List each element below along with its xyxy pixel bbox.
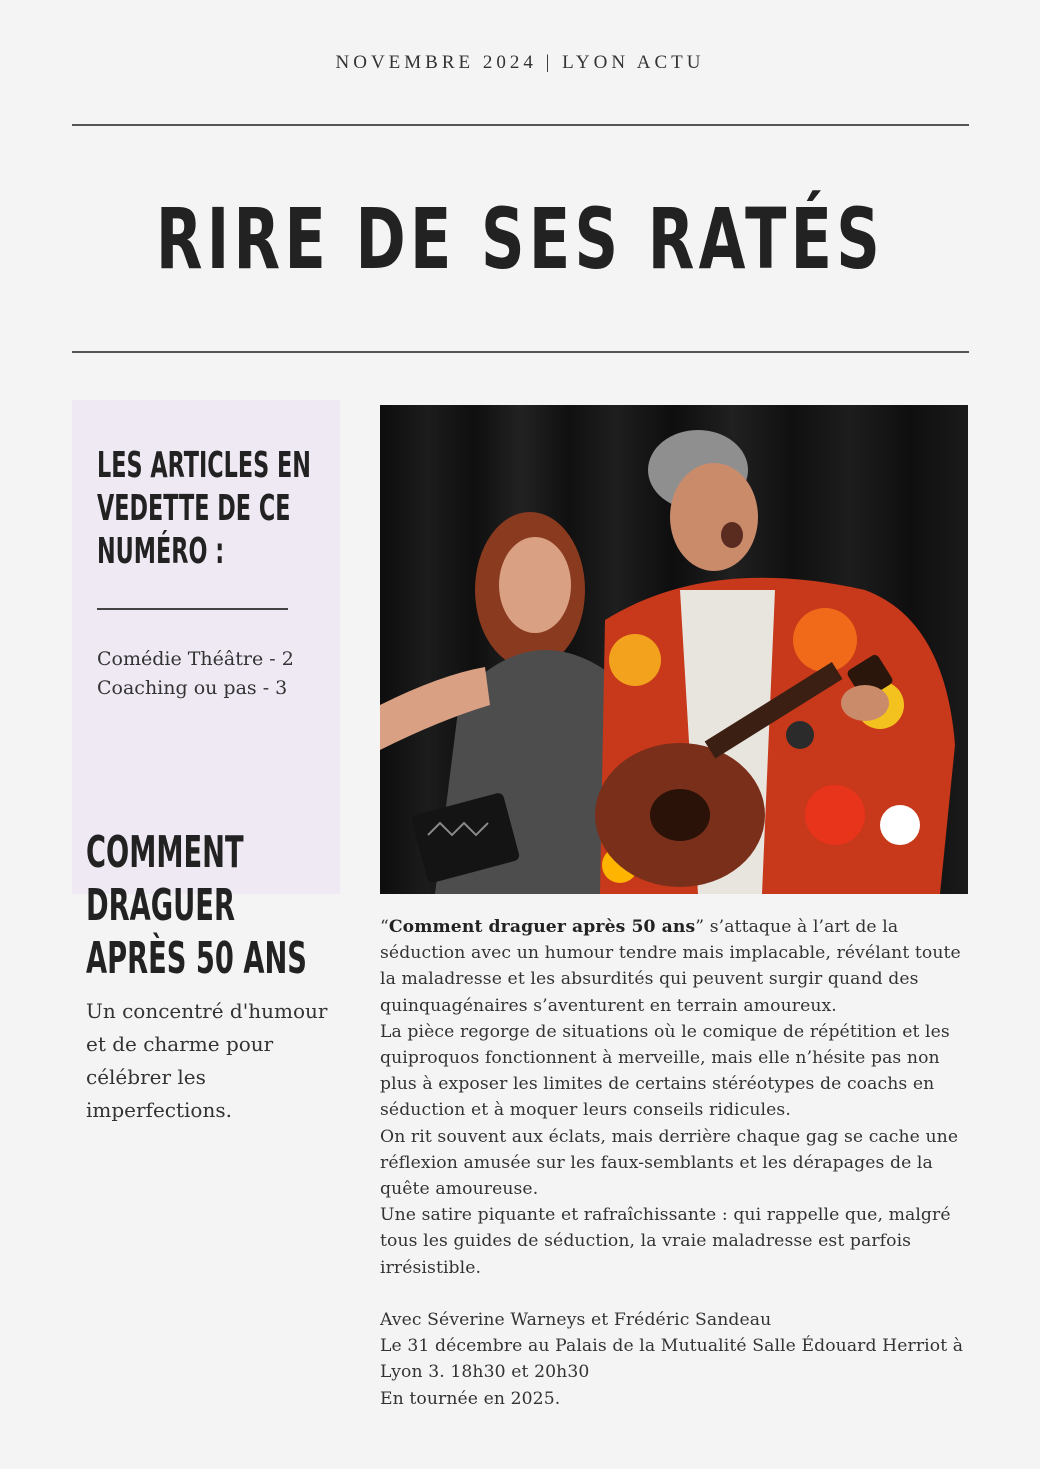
article-subtitle: Un concentré d'humour et de charme pour célébrer les imperfections.: [86, 999, 328, 1122]
paragraph-spacer: [380, 1281, 975, 1307]
intro-rest: ” s’attaque à l’art de la séduction avec un humour tendre mais implacable, révélant toute la maladresse et les absurdités qui peuvent surgir quand des quinquagénaires s’aventurent en terrain amoureux.: [380, 917, 961, 1016]
masthead-title: RIRE DE SES RATÉS: [155, 190, 885, 288]
body-paragraph: Une satire piquante et rafraîchissante : qui rappelle que, malgré tous les guides de séduction, la vraie maladresse est parfois irrésistible.: [380, 1205, 951, 1278]
issue-date-line: NOVEMBRE 2024 | LYON ACTU: [335, 52, 705, 73]
bottom-divider: [72, 351, 969, 353]
featured-heading: LES ARTICLES EN VEDETTE DE CE NUMÉRO :: [97, 445, 311, 572]
performers-illustration: [380, 405, 968, 894]
tour-line: En tournée en 2025.: [380, 1388, 561, 1409]
body-paragraph: On rit souvent aux éclats, mais derrière chaque gag se cache une réflexion amusée sur les faux-semblants et les dérapages de la quête amoureuse.: [380, 1126, 959, 1200]
featured-list: [97, 645, 294, 703]
article-photo: [380, 405, 968, 894]
body-paragraph: La pièce regorge de situations où le comique de répétition et les quiproquos fonctionnent à merveille, mais elle n’hésite pas non plus à exposer les limites de certains stéréotypes de coachs en séduction et à moquer leurs conseils ridicules.: [380, 1021, 950, 1121]
intro-open-quote: “: [380, 917, 389, 937]
show-title-bold: Comment draguer après 50 ans: [388, 917, 696, 937]
venue-line: Le 31 décembre au Palais de la Mutualité Salle Édouard Herriot à Lyon 3. 18h30 et 20h30: [380, 1336, 964, 1383]
featured-item-coaching: Coaching ou pas - 3: [97, 677, 288, 699]
article-title: COMMENT DRAGUER APRÈS 50 ANS: [86, 827, 307, 984]
intro-paragraph: [380, 914, 975, 1019]
sidebar-divider: [97, 608, 288, 610]
featured-item-comedie: Comédie Théâtre - 2: [97, 648, 294, 670]
cast-line: Avec Séverine Warneys et Frédéric Sandeau: [380, 1310, 772, 1331]
article-body: [380, 914, 975, 1412]
top-divider: [72, 124, 969, 126]
